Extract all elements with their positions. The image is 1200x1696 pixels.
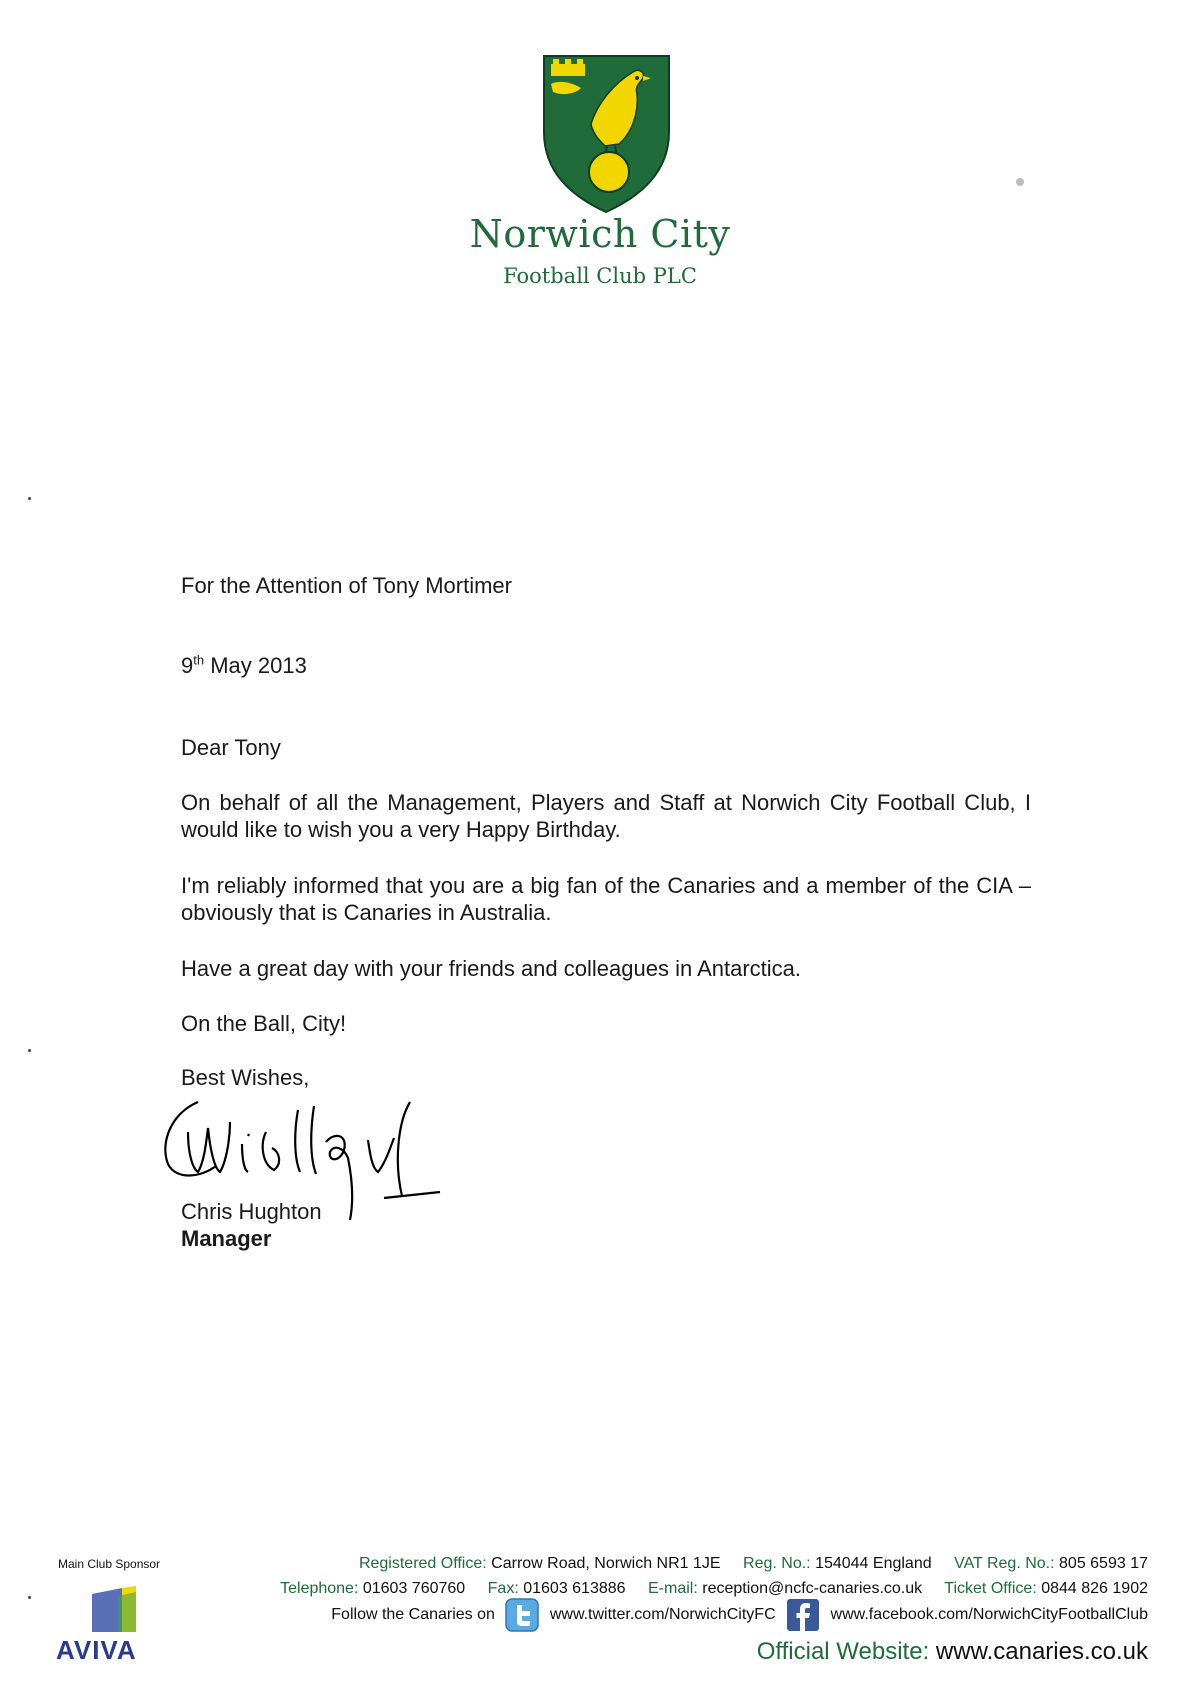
twitter-link[interactable]: www.twitter.com/NorwichCityFC (549, 1606, 776, 1624)
date-month-year: May 2013 (204, 653, 307, 678)
fax-value: 01603 613886 (523, 1580, 626, 1597)
facebook-icon[interactable] (786, 1598, 820, 1632)
closing: Best Wishes, (181, 1065, 310, 1090)
scan-speck (28, 1049, 31, 1052)
date-suffix: th (193, 652, 205, 668)
follow-text: Follow the Canaries on (331, 1606, 495, 1624)
facebook-link[interactable]: www.facebook.com/NorwichCityFootballClub (830, 1606, 1148, 1624)
letter-date (181, 652, 1031, 679)
signer-title: Manager (181, 1226, 272, 1251)
paragraph-1: On behalf of all the Management, Players and Staff at Norwich City Football Club, I would like to wish you a very Happy Birthday. (181, 790, 1031, 842)
registered-value: Carrow Road, Norwich NR1 1JE (491, 1555, 721, 1572)
reg-no-value: 154044 England (815, 1555, 932, 1572)
ticket-office-value: 0844 826 1902 (1041, 1580, 1148, 1597)
paragraph-4: On the Ball, City! (181, 1011, 347, 1036)
salutation: Dear Tony (181, 735, 281, 760)
paragraph-2: I'm reliably informed that you are a big fan of the Canaries and a member of the CIA – obviously that is Canaries in Australia. (181, 873, 1031, 925)
sponsor-name: AVIVA (56, 1635, 137, 1665)
sponsor-label: Main Club Sponsor (58, 1557, 161, 1571)
twitter-icon[interactable] (505, 1598, 539, 1632)
email-label: E-mail: (648, 1580, 698, 1597)
email-value[interactable]: reception@ncfc-canaries.co.uk (702, 1580, 923, 1597)
scan-speck (28, 497, 31, 500)
signer-name: Chris Hughton (181, 1199, 322, 1224)
telephone-label: Telephone: (280, 1580, 359, 1597)
footer-line-social (331, 1598, 1148, 1632)
reg-no-label: Reg. No.: (743, 1555, 811, 1572)
vat-value: 805 6593 17 (1059, 1555, 1148, 1572)
footer-website (757, 1638, 1148, 1666)
footer-line-registered (359, 1555, 1148, 1573)
fax-label: Fax: (487, 1580, 519, 1597)
footer-line-contact (280, 1580, 1148, 1598)
vat-label: VAT Reg. No.: (954, 1555, 1055, 1572)
aviva-logo-icon (90, 1586, 138, 1632)
club-subtitle: Football Club PLC (503, 264, 697, 288)
ticket-office-label: Ticket Office: (944, 1580, 1037, 1597)
website-label: Official Website: (756, 1638, 930, 1665)
date-day: 9 (181, 653, 194, 678)
scan-speck (1016, 178, 1024, 186)
registered-label: Registered Office: (358, 1555, 487, 1572)
website-link[interactable]: www.canaries.co.uk (935, 1638, 1148, 1665)
scan-speck (28, 1596, 31, 1599)
attention-line: For the Attention of Tony Mortimer (181, 573, 512, 598)
telephone-value: 01603 760760 (362, 1580, 466, 1597)
norwich-city-crest-icon (541, 54, 672, 214)
club-name: Norwich City (469, 212, 731, 256)
paragraph-3: Have a great day with your friends and colleagues in Antarctica. (181, 956, 802, 981)
